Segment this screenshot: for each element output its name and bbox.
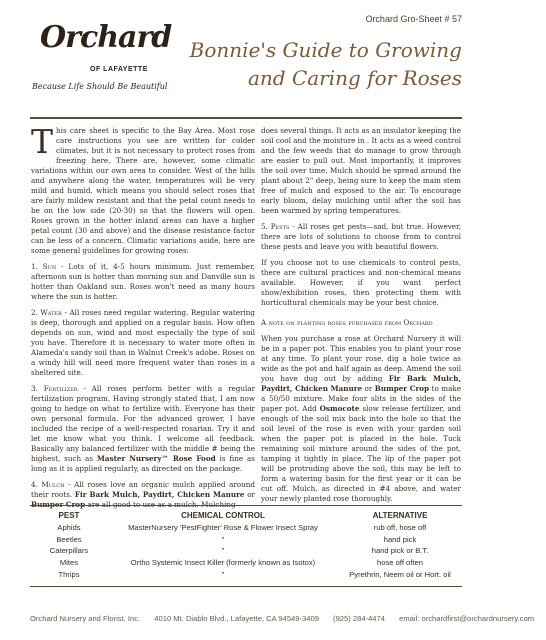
planting-products: Fir Bark Mulch, Paydirt, Chicken Manure: [261, 374, 461, 393]
pest-cell: Beetles: [56, 534, 82, 544]
alternative-cell: hand pick: [383, 534, 417, 544]
header-chemical-control: CHEMICAL CONTROL: [181, 511, 265, 520]
pests-paragraph: [261, 222, 461, 252]
alternative-cell: hose off often: [377, 558, 423, 568]
fertilizer-text-end: is fine as long as it is applied regularly, as directed on the package.: [31, 454, 255, 473]
title-line-1: Bonnie's Guide to Growing: [189, 38, 462, 62]
pest-cell: Caterpillars: [49, 546, 89, 556]
table-header-row: [30, 510, 462, 522]
drop-cap: T: [31, 122, 54, 161]
water-paragraph: [31, 308, 255, 378]
alternative-cell: hand pick or B.T.: [371, 546, 429, 556]
table-row: [30, 569, 462, 581]
table-row: [30, 545, 462, 557]
water-text: - All roses need regular watering. Regular watering is deep, thorough and applied on a regular basis. How often depends on sun, wind and most especially the type of soil you have. Therefore it is necessary to water more often in Alameda's sandy soil than in Walnut Creek's adobe. Roses on a windy hill will need more frequent water than roses in a sheltered site.: [31, 308, 255, 377]
sun-text: - Lots of it, 4-5 hours minimum. Just remember, afternoon sun is hotter than morning sun and Danville sun is hotter than Oakland sun. Roses won't need as many hours where the sun is hotter.: [31, 262, 255, 301]
alternative-cell: rub off, hose off: [373, 522, 427, 532]
page-title: [190, 36, 462, 92]
header-alternative: ALTERNATIVE: [372, 511, 428, 520]
chemical-cell: MasterNursery 'PestFighter' Rose & Flower Insect Spray: [128, 522, 318, 532]
footer-phone: (925) 284-4474: [333, 614, 385, 623]
sun-paragraph: [31, 262, 255, 302]
planting-text: When you purchase a rose at Orchard Nursery it will be in a paper pot. This enables you to plant your rose at any time. To plant your rose, dig a hole twice as wide as the pot and half again as deep. Amend the soil you have dug out by adding: [261, 334, 461, 383]
chemical-cell: ": [221, 569, 225, 579]
planting-text-3: slow release fertilizer, and enough of the soil mix back into the hole so that the soil level of the rose is even with your garden soil when the paper pot is placed in the hole. Tuck remaining soil mixture around the sides of the pot, tamping it tightly in place. The lip of the paper pot will be protruding above the soil, this may be left to form a watering basin for the first year or it can be cut off. Mulch, as directed in #4 above, and water your newly planted rose thoroughly.: [261, 404, 461, 503]
chemical-cell: ": [221, 546, 225, 556]
planting-note-heading: A note on planting roses purchased from Orchard: [261, 318, 433, 327]
header-divider: [30, 117, 462, 119]
table-row: [30, 534, 462, 546]
pest-cell: Mites: [59, 558, 79, 568]
mulch-heading: 4. Mulch: [31, 480, 65, 489]
logo-tagline: Because Life Should Be Beautiful: [32, 82, 168, 91]
header-pest: PEST: [58, 511, 80, 520]
planting-or: or: [362, 384, 375, 393]
footer-address: 4010 Mt. Diablo Blvd., Lafayette, CA 94549-3409: [154, 614, 319, 623]
footer-company: Orchard Nursery and Florist, Inc.: [30, 614, 141, 623]
right-column: [261, 126, 461, 510]
fertilizer-text: - All roses perform better with a regular fertilization program. Having strongly stated that, I am now going to hedge on what to fertilize with. Everyone has their own personal formula. For the advanced grower, I have included the recipe of a well-respected rosarian. Try it and let me know what you think. I welcome all feedback. Basically any balanced fertilizer with the middle # being the highest, such as: [31, 384, 256, 463]
planting-bumper-crop: Bumper Crop: [374, 384, 430, 393]
planting-text-2: to make a 50/50 mixture. Make four slits in the sides of the paper pot. Add: [261, 384, 462, 413]
title-line-2: and Caring for Roses: [247, 66, 462, 90]
chemical-cell: Ortho Systemic Insect Killer (formerly known as Isotox): [130, 558, 316, 568]
pest-cell: Thrips: [58, 569, 80, 579]
intro-paragraph: [31, 122, 255, 256]
pests-heading: 5. Pests: [261, 222, 290, 231]
rose-food-product: Master Nursery™ Rose Food: [96, 454, 216, 463]
water-heading: 2. Water: [31, 308, 62, 317]
fertilizer-heading: 3. Fertilizer: [31, 384, 78, 393]
orchard-logo: [32, 18, 192, 108]
pest-cell: Aphids: [57, 522, 81, 532]
table-top-rule: [30, 505, 462, 506]
fertilizer-paragraph: [31, 384, 255, 474]
sun-heading: 1. Sun: [31, 262, 57, 271]
osmocote-product: Osmocote: [319, 404, 360, 413]
table-row: [30, 522, 462, 534]
logo-subtitle: OF LAFAYETTE: [90, 66, 148, 73]
chemicals-paragraph: If you choose not to use chemicals to control pests, there are cultural practices and non-chemical means available. However, if you want perfect show/exhibition roses, then protecting them with horticultural chemicals may be your best choice.: [261, 258, 461, 307]
mulch-text: - All roses love an organic mulch applied around their roots.: [31, 480, 255, 499]
footer: [30, 614, 546, 623]
pests-text: - All roses get pests—sad, but true. However, there are lots of solutions to choose from to control these pests and leave you with beautiful flowers.: [261, 222, 461, 251]
intro-text: his care sheet is specific to the Bay Area. Most rose care instructions you see are written for colder climates, but it is not necessary to protect roses from freezing here. There are, however, some climatic variations within our own area to consider. West of the hills and anywhere along the water, temperatures will be very mild and humid, which means you should select roses that are fairly mildew resistant and that the petal count needs to be on the low side (20-30) so that the flowers will open. Roses grown in the hotter inland areas can have a higher petal count (30 and above) and the disease resistance factor can be less of a concern. Climatic variations aside, here are some general guidelines for growing roses:: [31, 126, 255, 255]
mulch-continued: does several things. It acts as an insulator keeping the soil cool and the moisture in . It acts as a weed control and the few weeds that do manage to grow through are easier to pull out. Most importantly, it improves the soil over time. Mulch should be spread around the plant about 2" deep, being sure to keep the main stem free of mulch and exposed to the air. To encourage early bloom, delay mulching until after the soil has been warmed by spring temperatures.: [261, 126, 461, 215]
alternative-cell: Pyrethrin, Neem oil or Hort. oil: [349, 569, 451, 579]
planting-paragraph: [261, 334, 461, 504]
logo-wordmark: Orchard: [40, 20, 172, 55]
pest-control-table: [30, 510, 462, 581]
footer-email: email: orchardfirst@orchardnursery.com: [399, 614, 535, 623]
mulch-or: or: [244, 490, 255, 499]
table-row: [30, 557, 462, 569]
left-column: [31, 122, 256, 516]
chemical-cell: ": [221, 534, 225, 544]
sheet-number: Orchard Gro-Sheet # 57: [365, 14, 462, 24]
mulch-products: Fir Bark Mulch, Paydirt, Chicken Manure: [74, 490, 245, 499]
table-bottom-rule: [30, 586, 462, 587]
